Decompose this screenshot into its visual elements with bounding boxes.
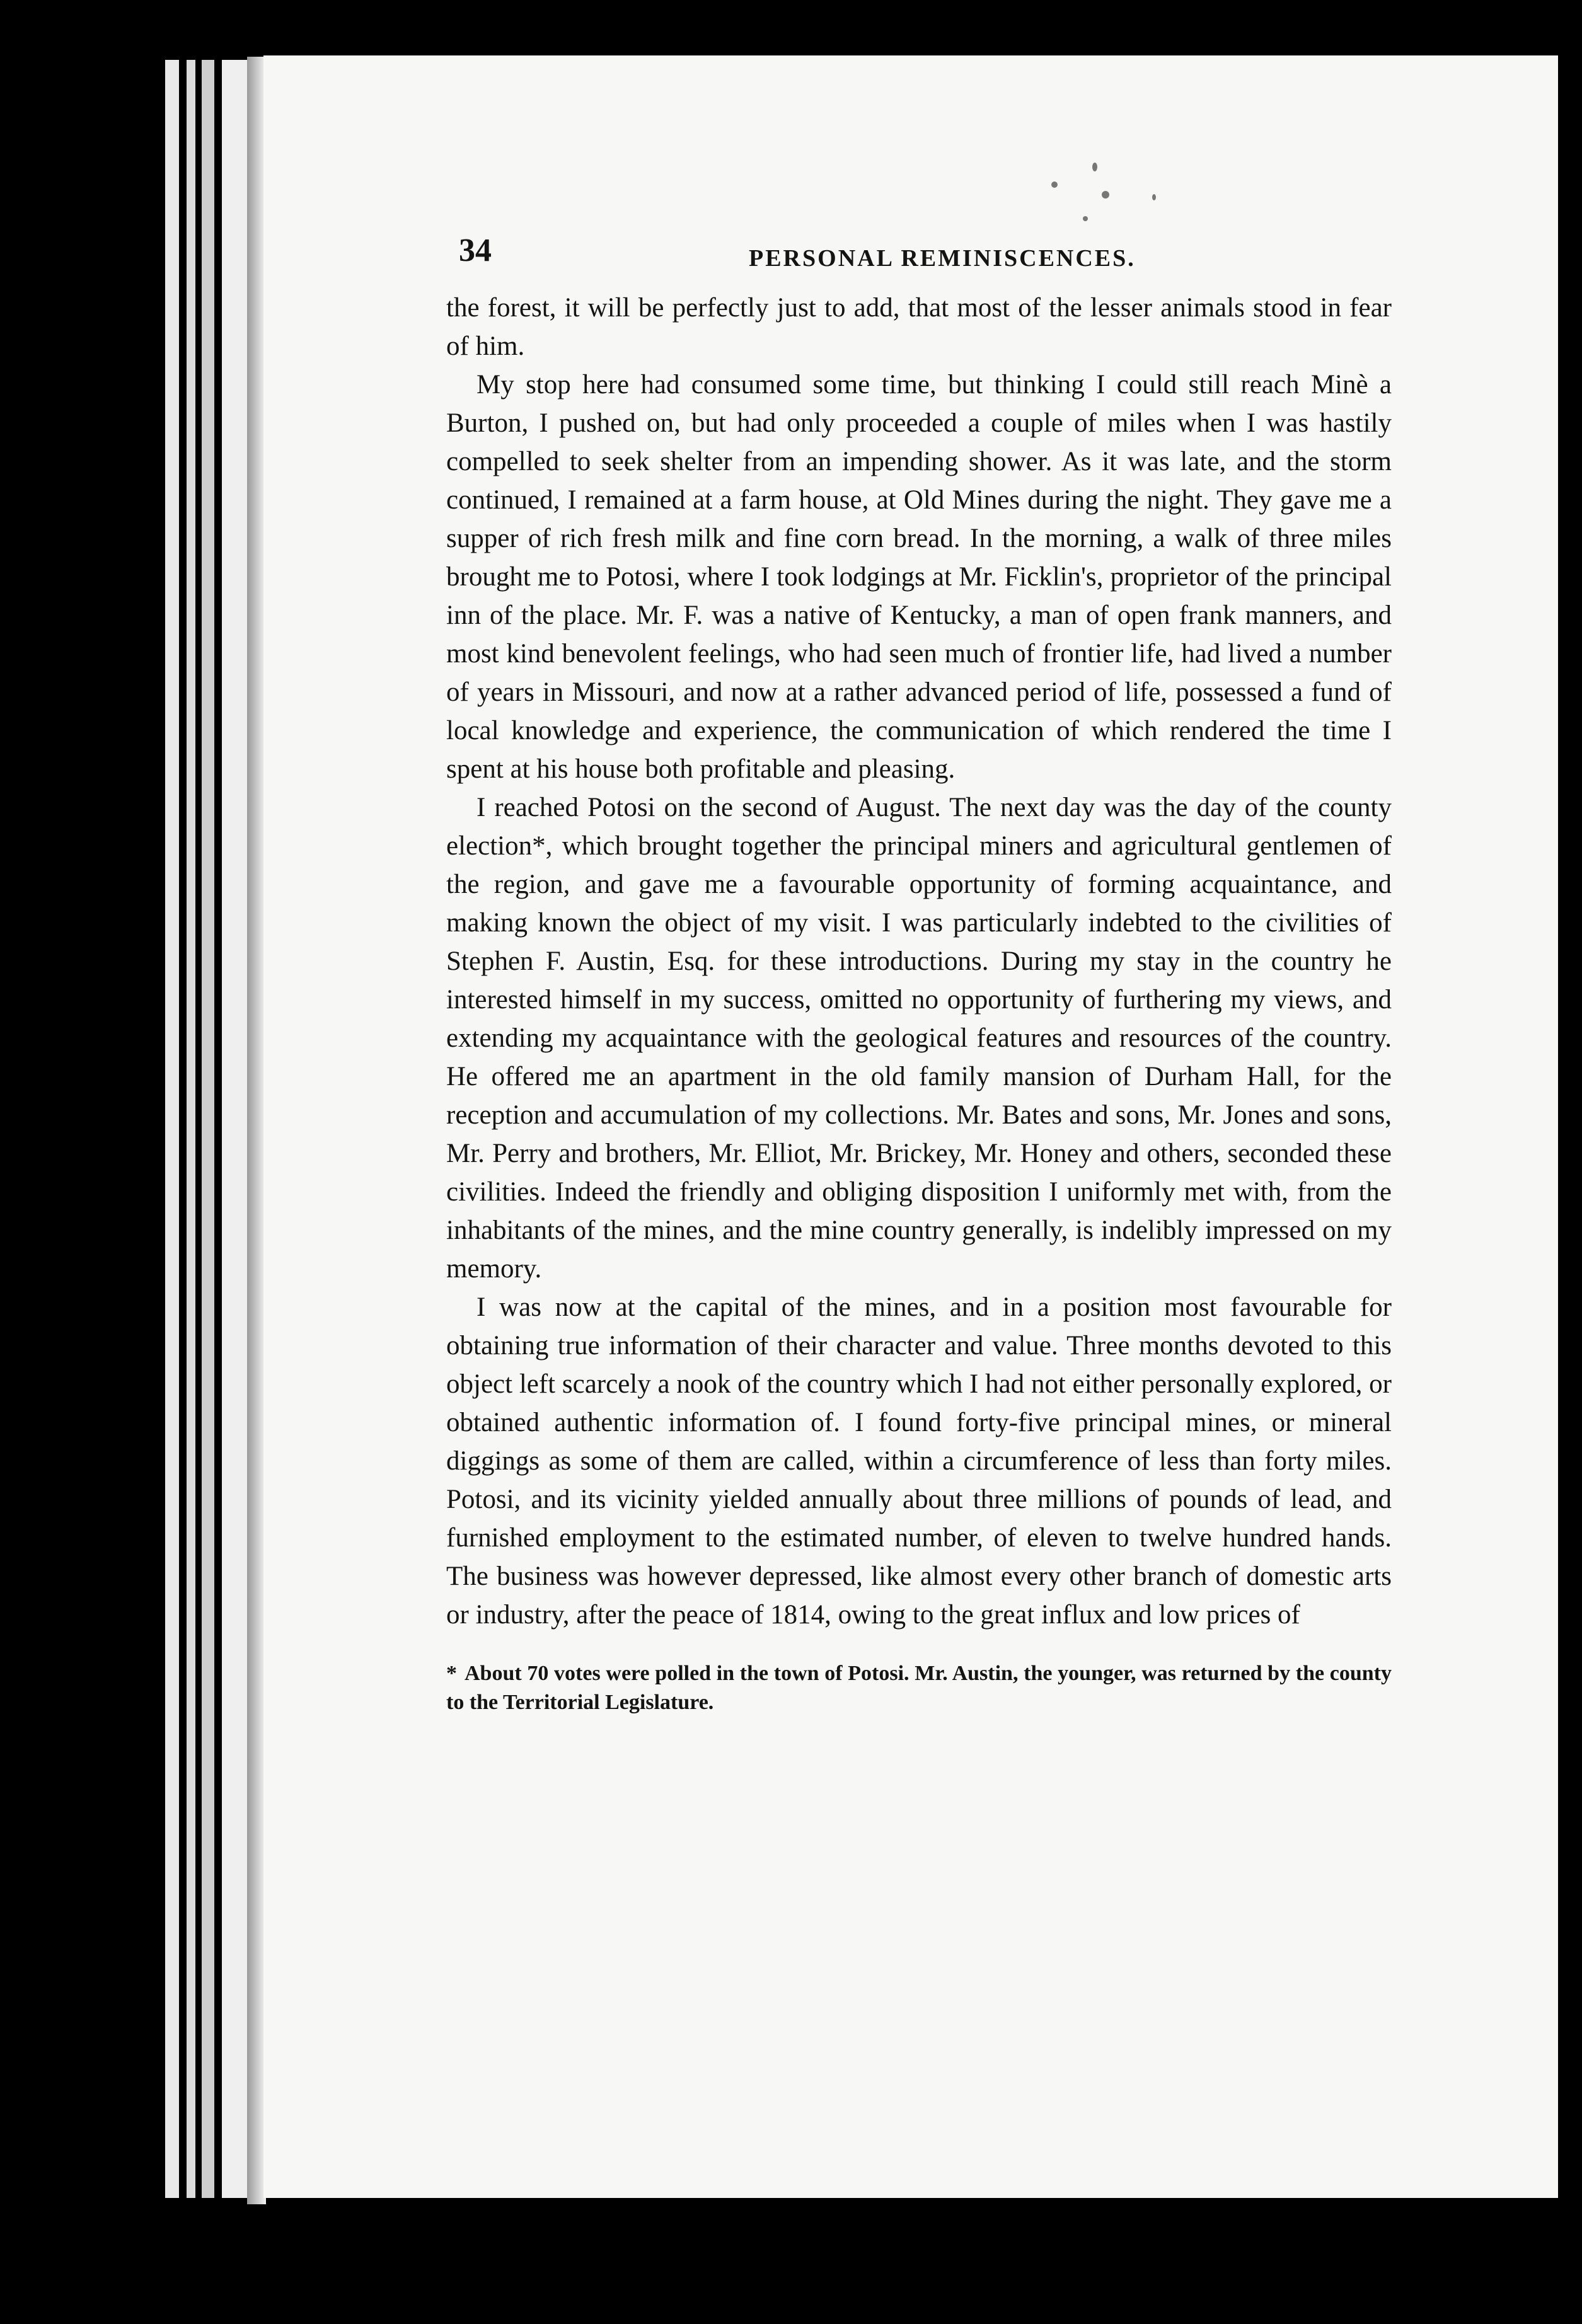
right-dark-edge <box>1558 55 1582 2198</box>
running-head: PERSONAL REMINISCENCES. <box>749 245 1136 272</box>
paragraph-1: the forest, it will be perfectly just to add, that most of the lesser animals stood in fear of him. <box>446 293 1392 361</box>
footnote <box>446 1659 1392 1717</box>
page-number: 34 <box>459 233 492 268</box>
text-block <box>446 232 1392 1717</box>
footnote-mark: * <box>446 1662 457 1685</box>
page-edge <box>202 60 214 2198</box>
page-header <box>446 232 1392 289</box>
paragraph-4: I was now at the capital of the mines, and in a position most favourable for obtaining true information of their character and value. Three months devoted to this object left scarcely a nook of the country which I had not either personally explored, or obtained authentic information of. I found forty-five principal mines, or mineral diggings as some of them are called, within a circumference of less than forty miles. Potosi, and its vicinity yielded annually about three millions of pounds of lead, and furnished employment to the estimated number, of eleven to twelve hundred hands. The business was however depressed, like almost every other branch of domestic arts or industry, after the peace of 1814, owing to the great influx and low prices of <box>446 1292 1392 1630</box>
book-page <box>263 55 1563 2198</box>
footnote-text: About 70 votes were polled in the town of Potosi. Mr. Austin, the younger, was returned by the county to the Territorial Legislature. <box>446 1662 1392 1714</box>
ink-specks <box>1032 156 1171 232</box>
page-edge <box>222 60 247 2198</box>
page-edge <box>165 60 179 2198</box>
paragraph-2: My stop here had consumed some time, but thinking I could still reach Minè a Burton, I pushed on, but had only proceeded a couple of miles when I was hastily compelled to seek shelter from an impending shower. As it was late, and the storm continued, I remained at a farm house, at Old Mines during the night. They gave me a supper of rich fresh milk and fine corn bread. In the morning, a walk of three miles brought me to Potosi, where I took lodgings at Mr. Ficklin's, proprietor of the principal inn of the place. Mr. F. was a native of Kentucky, a man of open frank manners, and most kind benevolent feelings, who had seen much of frontier life, had lived a number of years in Missouri, and now at a rather advanced period of life, possessed a fund of local knowledge and experience, the communication of which rendered the time I spent at his house both profitable and pleasing. <box>446 370 1392 784</box>
paragraph-3: I reached Potosi on the second of August. The next day was the day of the county election*, which brought together the principal miners and agricultural gentlemen of the region, and gave me a favourable opportunity of forming acquaintance, and making known the object of my visit. I was particularly indebted to the civilities of Stephen F. Austin, Esq. for these introductions. During my stay in the country he interested himself in my success, omitted no opportunity of furthering my views, and extending my acquaintance with the geological features and resources of the country. He offered me an apartment in the old family mansion of Durham Hall, for the reception and accumulation of my collections. Mr. Bates and sons, Mr. Jones and sons, Mr. Perry and brothers, Mr. Elliot, Mr. Brickey, Mr. Honey and others, seconded these civilities. Indeed the friendly and obliging disposition I uniformly met with, from the inhabitants of the mines, and the mine country generally, is indelibly impressed on my memory. <box>446 793 1392 1284</box>
page-edge <box>187 60 195 2198</box>
